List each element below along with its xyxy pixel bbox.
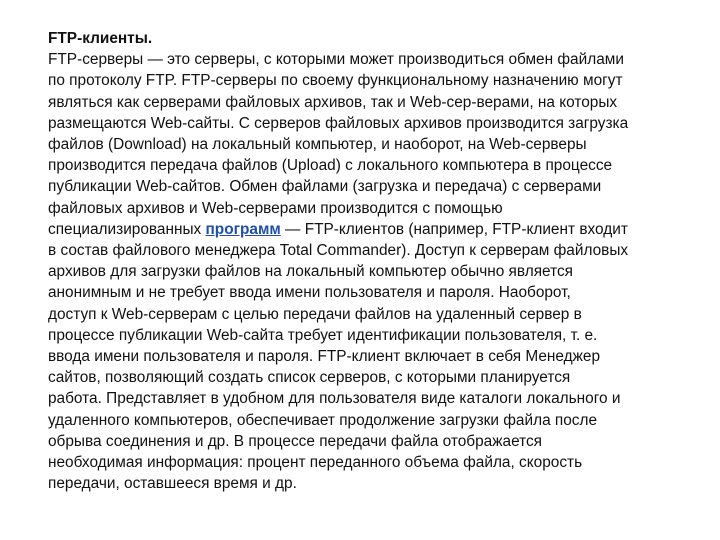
paragraph-line: файлов (Download) на локальный компьютер, и наоборот, на Web-серверы	[48, 136, 587, 154]
paragraph-line: удаленного компьютеров, обеспечивает продолжение загрузки файла после	[48, 411, 598, 429]
paragraph-line: в состав файлового менеджера Total Commander). Доступ к серверам файловых	[48, 242, 629, 260]
paragraph-line: размещаются Web-сайты. С серверов файловых архивов производится загрузка	[48, 114, 629, 132]
paragraph-line: сайтов, позволяющий создать список серверов, с которыми планируется	[48, 369, 571, 387]
programs-link[interactable]: программ	[205, 220, 281, 238]
paragraph-line: необходимая информация: процент переданного объема файла, скорость	[48, 454, 583, 472]
paragraph-line: производится передача файлов (Upload) с локального компьютера в процессе	[48, 157, 613, 175]
paragraph-line: передачи, оставшееся время и др.	[48, 475, 297, 493]
paragraph-line: обрыва соединения и др. В процессе передачи файла отображается	[48, 432, 543, 450]
link-prefix-text: специализированных	[48, 220, 206, 238]
paragraph-line-with-link	[48, 219, 708, 240]
paragraph-line: публикации Web-сайтов. Обмен файлами (загрузка и передача) с серверами	[48, 178, 602, 196]
paragraph-line: работа. Представляет в удобном для пользователя виде каталоги локального и	[48, 390, 621, 408]
paragraph-line: ввода имени пользователя и пароля. FTP-клиент включает в себя Менеджер	[48, 348, 601, 366]
document-body	[48, 28, 708, 494]
paragraph-line: файловых архивов и Web-серверами производится с помощью	[48, 199, 503, 217]
paragraph-line: архивов для загрузки файлов на локальный компьютер обычно является	[48, 263, 573, 281]
link-suffix-text: — FTP-клиентов (например, FTP-клиент входит	[280, 220, 628, 238]
paragraph-line: анонимным и не требует ввода имени пользователя и пароля. Наоборот,	[48, 284, 571, 302]
paragraph-line: являться как серверами файловых архивов, так и Web-сер-верами, на которых	[48, 93, 618, 111]
paragraph-line: процессе публикации Web-сайта требует идентификации пользователя, т. е.	[48, 326, 598, 344]
document-title: FTP-клиенты.	[48, 30, 153, 47]
paragraph-line: доступ к Web-серверам с целью передачи файлов на удаленный сервер в	[48, 305, 582, 323]
paragraph-line: по протоколу FTP. FTP-серверы по своему функциональному назначению могут	[48, 72, 623, 90]
paragraph-line: FTP-серверы — это серверы, с которыми может производиться обмен файлами	[48, 51, 624, 69]
